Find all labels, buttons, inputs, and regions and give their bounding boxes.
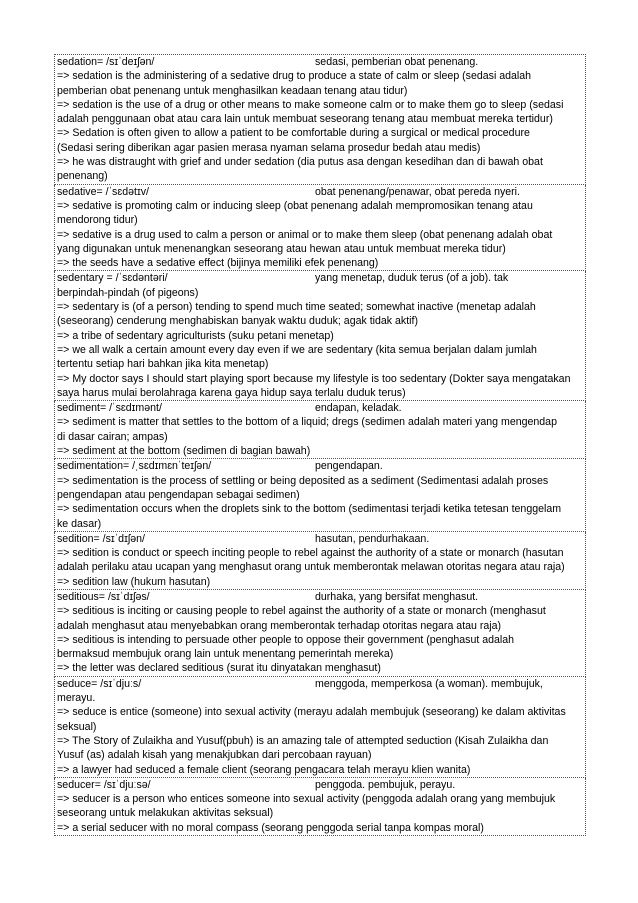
glossary-entry — [54, 54, 586, 185]
entry-text-line: => we all walk a certain amount every day even if we are sedentary (kita semua berjalan dalam jumlah — [57, 343, 537, 356]
entry-text-line: merayu. — [57, 692, 96, 705]
entry-headline — [57, 271, 583, 285]
entry-translation: durhaka, yang bersifat menghasut. — [315, 590, 479, 603]
glossary-entry — [54, 459, 586, 531]
entry-text-line: => sedimentation occurs when the droplets sink to the bottom (sedimentasi terjadi ketika tetesan tenggelam — [57, 503, 562, 516]
entry-text-line: => the seeds have a sedative effect (bijinya memiliki efek penenang) — [57, 257, 379, 270]
entry-text-line: pemberian obat penenang untuk menghasilkan keadaan tenang atau tidur) — [57, 84, 408, 97]
entry-text-line: => seditious is intending to persuade other people to oppose their government (penghasut adalah — [57, 633, 515, 646]
entry-text-line: saya harus mulai berolahraga karena gaya hidup saya terlalu duduk terus) — [57, 386, 406, 399]
entry-translation: menggoda, memperkosa (a woman). membujuk, — [315, 677, 543, 690]
entry-text-line: penenang) — [57, 170, 108, 183]
glossary-entry — [54, 778, 586, 836]
entry-text-line: => The Story of Zulaikha and Yusuf(pbuh) is an amazing tale of attempted seduction (Kisah Zulaikha dan — [57, 734, 549, 747]
entry-text-line: adalah perilaku atau ucapan yang menghasut orang untuk memberontak melawan otoritas negara atau raja) — [57, 561, 565, 574]
entry-text-line: seseorang untuk melakukan aktivitas seksual) — [57, 807, 274, 820]
entry-text-line: (seseorang) cenderung menghabiskan banyak waktu duduk; agak tidak aktif) — [57, 315, 418, 328]
glossary-entry — [54, 185, 586, 272]
entry-text-line: mendorong tidur) — [57, 214, 138, 227]
entry-translation: obat penenang/penawar, obat pereda nyeri. — [315, 185, 520, 198]
glossary-entry — [54, 532, 586, 590]
glossary-entry — [54, 677, 586, 778]
entry-headline — [57, 401, 583, 415]
entry-headline — [57, 55, 583, 69]
entry-text-line: => sedation is the use of a drug or other means to make someone calm or to make them go to sleep (sedasi — [57, 98, 564, 111]
glossary-entry — [54, 590, 586, 677]
entry-text-line: Yusuf (as) adalah kisah yang menakjubkan dari percobaan rayuan) — [57, 749, 372, 762]
entry-translation: hasutan, pendurhakaan. — [315, 532, 430, 545]
entry-translation: endapan, keladak. — [315, 402, 402, 415]
entry-headword: seducer= /sɪˈdjuːsə/ — [57, 778, 151, 791]
entry-text-line: bermaksud membujuk orang lain untuk menentang pemerintah mereka) — [57, 648, 394, 661]
entry-headword: sedative= /ˈsɛdətɪv/ — [57, 185, 149, 198]
entry-headline — [57, 590, 583, 604]
entry-headword: sedentary = /ˈsɛdəntəri/ — [57, 272, 168, 285]
entry-text-line: => the letter was declared seditious (surat itu dinyatakan menghasut) — [57, 662, 381, 675]
entry-text-line: => sedition is conduct or speech inciting people to rebel against the authority of a state or monarch (hasutan — [57, 547, 564, 560]
entry-headword: seditious= /sɪˈdɪʃəs/ — [57, 590, 150, 603]
entry-text-line: => Sedation is often given to allow a patient to be comfortable during a surgical or medical procedure — [57, 127, 530, 140]
entry-headline — [57, 677, 583, 691]
glossary-entry — [54, 401, 586, 459]
glossary-entry — [54, 271, 586, 401]
entry-headword: sedition= /sɪˈdɪʃən/ — [57, 532, 145, 545]
entry-text-line: => a tribe of sedentary agriculturists (suku petani menetap) — [57, 329, 334, 342]
entry-headline — [57, 459, 583, 473]
entry-translation: yang menetap, duduk terus (of a job). tak — [315, 272, 509, 285]
entry-headword: sedimentation= /ˌsɛdɪmɛnˈteɪʃən/ — [57, 460, 212, 473]
entry-text-line: berpindah-pindah (of pigeons) — [57, 286, 199, 299]
entry-text-line: ke dasar) — [57, 517, 102, 530]
entry-text-line: adalah penggunaan obat atau cara lain untuk membuat seseorang tenang atau membuat mereka tertidur) — [57, 113, 553, 126]
entry-text-line: seksual) — [57, 720, 97, 733]
entry-text-line: pengendapan atau pengendapan sebagai sedimen) — [57, 488, 300, 501]
entry-translation: sedasi, pemberian obat penenang. — [315, 56, 479, 68]
entry-text-line: => seducer is a person who entices someone into sexual activity (penggoda adalah orang yang membujuk — [57, 793, 556, 806]
entry-headword: sediment= /ˈsɛdɪmənt/ — [57, 402, 162, 415]
entry-translation: pengendapan. — [315, 460, 383, 473]
entry-text-line: yang digunakan untuk menenangkan seseorang atau hewan atau untuk membuat mereka tidur) — [57, 242, 506, 255]
entry-headline — [57, 778, 583, 792]
entry-text-line: => a lawyer had seduced a female client (seorang pengacara telah merayu klien wanita) — [57, 763, 471, 776]
entry-text-line: => sedentary is (of a person) tending to spend much time seated; somewhat inactive (menetap adalah — [57, 301, 536, 314]
entry-text-line: adalah menghasut atau menyebabkan orang memberontak terhadap otoritas negara atau raja) — [57, 619, 502, 632]
entry-text-line: => sediment is matter that settles to the bottom of a liquid; dregs (sedimen adalah materi yang mengendap — [57, 416, 557, 429]
entry-text-line: => he was distraught with grief and under sedation (dia putus asa dengan kesedihan dan di bawah obat — [57, 156, 543, 169]
entry-text-line: => sedative is a drug used to calm a person or animal or to make them sleep (obat penenang adalah obat — [57, 228, 553, 241]
entry-text-line: => sediment at the bottom (sedimen di bagian bawah) — [57, 445, 311, 458]
entry-text-line: (Sedasi sering diberikan agar pasien merasa nyaman selama prosedur bedah atau medis) — [57, 141, 481, 154]
entry-text-line: => sedative is promoting calm or inducing sleep (obat penenang adalah mempromosikan tenang atau — [57, 199, 533, 212]
entry-text-line: tertentu setiap hari bahkan jika kita menetap) — [57, 358, 269, 371]
entry-headword: seduce= /sɪˈdjuːs/ — [57, 677, 142, 690]
glossary-page — [54, 54, 586, 836]
entry-text-line: => sedition law (hukum hasutan) — [57, 575, 211, 588]
entry-text-line: => sedation is the administering of a sedative drug to produce a state of calm or sleep (sedasi adalah — [57, 70, 532, 83]
entry-text-line: => a serial seducer with no moral compass (seorang penggoda serial tanpa kompas moral) — [57, 821, 484, 834]
entry-headline — [57, 185, 583, 199]
entry-text-line: di dasar cairan; ampas) — [57, 430, 168, 443]
entry-translation: penggoda. pembujuk, perayu. — [315, 778, 456, 791]
entry-text-line: => My doctor says I should start playing sport because my lifestyle is too sedentary (Dokter saya mengatakan — [57, 372, 571, 385]
entry-text-line: => seduce is entice (someone) into sexual activity (merayu adalah membujuk (seseorang) ke dalam aktivitas — [57, 706, 566, 719]
entry-text-line: => sedimentation is the process of settling or being deposited as a sediment (Sedimentasi adalah proses — [57, 474, 549, 487]
entry-text-line: => seditious is inciting or causing people to rebel against the authority of a state or monarch (menghasut — [57, 605, 546, 618]
entry-headword: sedation= /sɪˈdeɪʃən/ — [57, 56, 155, 68]
entry-headline — [57, 532, 583, 546]
